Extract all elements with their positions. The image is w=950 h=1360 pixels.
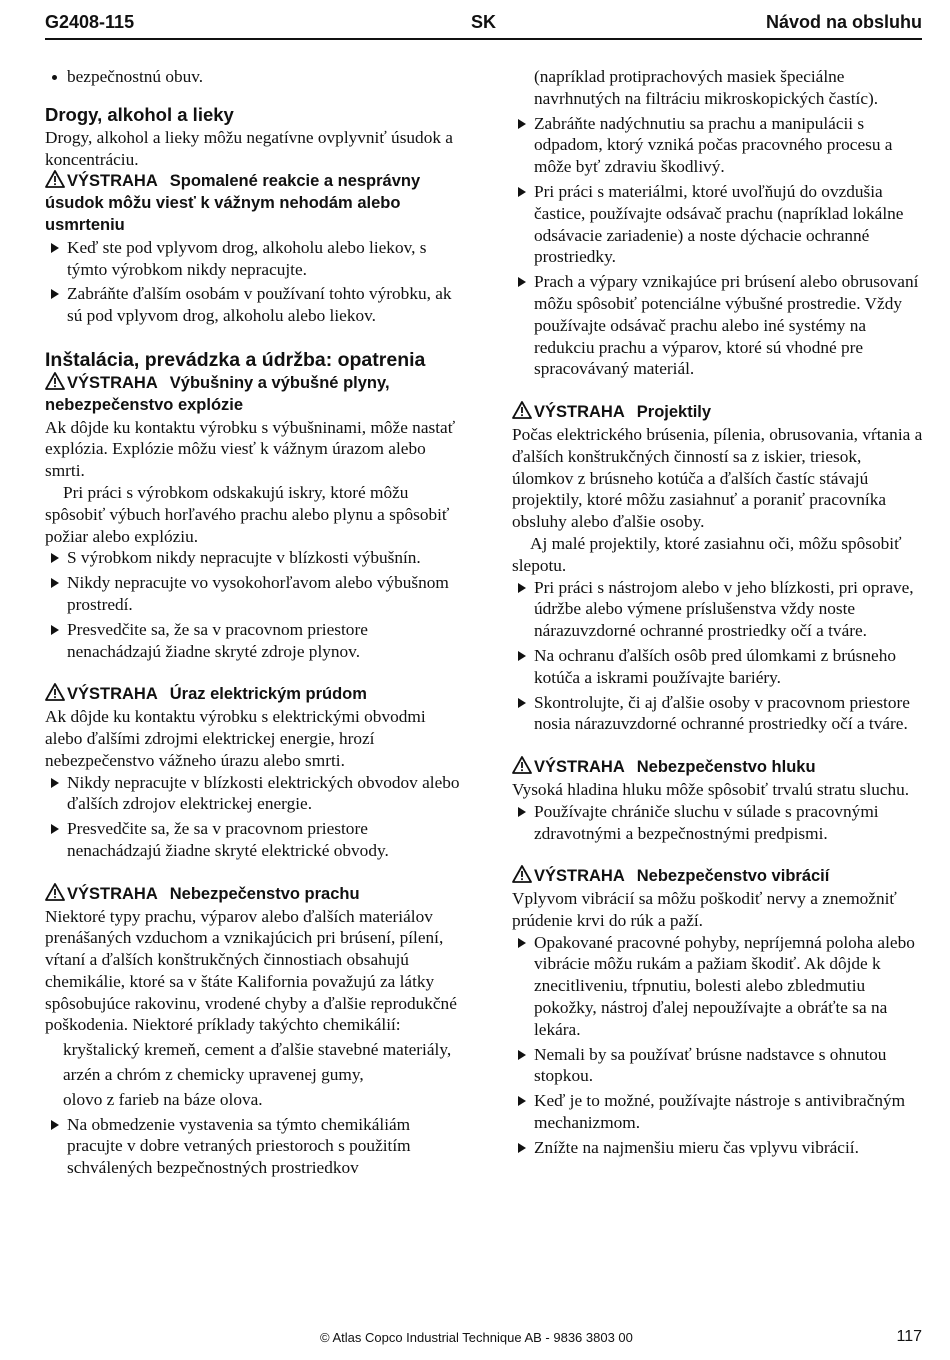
list-item-text: Nikdy nepracujte vo vysokohorľavom alebo výbušnom prostredí. [67,573,449,614]
signal-word: VÝSTRAHA [534,403,625,422]
list-item [45,572,463,616]
list-item-text: Znížte na najmenšiu mieru čas vplyvu vibrácií. [534,1137,859,1157]
warning-heading [45,683,463,706]
list-item [512,932,924,1041]
triangle-bullet-icon [518,119,526,129]
triangle-bullet-icon [518,187,526,197]
warning-heading [512,401,924,424]
list-item-text: Na ochranu ďalších osôb pred úlomkami z brúsneho kotúča a iskrami používajte bariéry. [534,645,896,687]
signal-word: VÝSTRAHA [67,172,158,191]
language-code: SK [470,12,496,32]
list-item-text: Pri práci s nástrojom alebo v jeho blízkosti, pri oprave, údržbe alebo výmene príslušenstva vždy noste nárazuvzdorné ochranné prostriedky očí a tváre. [534,577,914,641]
list [512,801,924,845]
warning-triangle-icon [512,756,532,774]
list-item [512,1090,924,1134]
list [45,66,463,88]
example-item: arzén a chróm z chemicky upravenej gumy, [63,1065,364,1085]
triangle-bullet-icon [51,625,59,635]
warning-text: Nebezpečenstvo hluku [636,758,816,777]
list-item [45,237,463,281]
warning-triangle-icon [45,883,65,901]
list-item [45,818,463,862]
paragraph: Vysoká hladina hluku môže spôsobiť trvalú stratu sluchu. [512,779,910,799]
list-item-text: Zabráňte ďalším osobám v používaní tohto výrobku, ak sú pod vplyvom drog, alkoholu alebo liekov. [67,284,452,326]
triangle-bullet-icon [518,807,526,817]
list-item [512,1137,924,1159]
list-item-text: Používajte chrániče sluchu v súlade s pracovnými zdravotnými a bezpečnostnými predpismi. [534,801,879,843]
list-item [512,271,924,380]
warning-heading [45,883,463,906]
left-column [45,66,463,1182]
list-item [512,181,924,268]
signal-word: VÝSTRAHA [67,373,158,392]
warning-text: Nebezpečenstvo prachu [169,884,360,903]
list-item-text: Prach a výpary vznikajúce pri brúsení alebo obrusovaní môžu spôsobiť potenciálne výbušné prostredie. Vždy používajte odsávač prachu alebo iné systémy na redukciu prachu a výparov, ktoré sú vhodné pre spracovávaný materiál. [534,272,919,379]
example-item: olovo z farieb na báze olova. [63,1089,263,1109]
list [512,932,924,1159]
warning-text: Výbušniny a výbušné plyny, nebezpečenstvo explózie [45,373,390,414]
triangle-bullet-icon [51,553,59,563]
list-item-text: Presvedčite sa, že sa v pracovnom priestore nenachádzajú žiadne skryté elektrické obvody. [67,819,389,860]
list-item [512,801,924,845]
list-item [45,547,463,569]
warning-heading [512,756,924,779]
signal-word: VÝSTRAHA [67,884,158,903]
triangle-bullet-icon [51,243,59,253]
paragraph: Vplyvom vibrácií sa môžu poškodiť nervy a znemožniť prúdenie krvi do rúk a paží. [512,889,897,930]
list-item [45,619,463,663]
copyright-text: © Atlas Copco Industrial Technique AB - 9836 3803 00 [320,1330,633,1345]
page-header [45,8,922,40]
triangle-bullet-icon [51,778,59,788]
bullet-dot-icon [52,75,57,80]
section-heading-installation: Inštalácia, prevádzka a údržba: opatrenia [45,348,426,371]
right-column [512,66,924,1162]
list-item [512,1044,924,1088]
example-item: kryštalický kremeň, cement a ďalšie stavebné materiály, [63,1040,452,1060]
signal-word: VÝSTRAHA [67,685,158,704]
warning-text: Úraz elektrickým prúdom [169,685,367,704]
paragraph: Aj malé projektily, ktoré zasiahnu oči, môžu spôsobiť slepotu. [512,533,902,575]
warning-text: Nebezpečenstvo vibrácií [636,867,830,886]
list-item-text: S výrobkom nikdy nepracujte v blízkosti výbušnín. [67,548,421,568]
section-heading-drugs: Drogy, alkohol a lieky [45,103,234,125]
triangle-bullet-icon [51,1120,59,1130]
doc-type: Návod na obsluhu [765,12,922,32]
list [45,547,463,662]
list-item-text: Opakované pracovné pohyby, nepríjemná poloha alebo vibrácie môžu rukám a pažiam škodiť. Ak dôjde k znecitliveniu, tŕpnutiu, bolesti alebo zbledmutiu pokožky, nástroj ďalej nepoužívajte a obráťte sa na lekára. [534,932,915,1039]
list-item [45,772,463,816]
triangle-bullet-icon [518,1143,526,1153]
list-item-text: bezpečnostnú obuv. [67,67,204,86]
paragraph: Niektoré typy prachu, výparov alebo ďalších materiálov prenášaných vzduchom a vznikajúcich pri brúsení, pílení, vŕtaní a ďalších konštrukčných činnostiach obsahujú chemikálie, ktoré sa v štáte Kalifornia považujú za látky spôsobujúce rakovinu, vrodené chyby a ďalšie reprodukčné poškodenia. Niektoré príklady takýchto chemikálií: [45,906,457,1035]
list-item-text: Skontrolujte, či aj ďalšie osoby v pracovnom priestore nosia nárazuvzdorné ochranné prostriedky očí a tváre. [534,692,910,734]
warning-heading [512,865,924,888]
warning-triangle-icon [45,683,65,701]
list-item-text: Keď je to možné, používajte nástroje s antivibračným mechanizmom. [534,1091,906,1133]
triangle-bullet-icon [51,289,59,299]
warning-triangle-icon [45,372,65,390]
list-item-text: Pri práci s materiálmi, ktoré uvoľňujú do ovzdušia častice, používajte odsávač prachu (napríklad lokálne odsávacie zariadenie) a noste dýchacie ochranné prostriedky. [534,181,904,267]
triangle-bullet-icon [51,824,59,834]
list-item [512,645,924,689]
triangle-bullet-icon [518,1096,526,1106]
list [512,113,924,381]
list-item [45,1114,463,1179]
triangle-bullet-icon [518,651,526,661]
list-item [512,113,924,178]
list-item [512,577,924,642]
list [512,577,924,736]
warning-triangle-icon [512,865,532,883]
list-item [512,692,924,736]
warning-triangle-icon [45,170,65,188]
signal-word: VÝSTRAHA [534,867,625,886]
triangle-bullet-icon [518,938,526,948]
paragraph: Ak dôjde ku kontaktu výrobku s výbušninami, môže nastať explózia. Explózie môžu viesť k vážnym úrazom alebo smrti. [45,417,456,481]
list [45,1114,463,1179]
page-number: 117 [896,1328,922,1345]
warning-text: Projektily [636,403,712,422]
paragraph: Počas elektrického brúsenia, pílenia, obrusovania, vŕtania a ďalších konštrukčných činností sa z iskier, triesok, úlomkov z brúsneho kotúča a ďalších častíc stávajú projektily, ktoré môžu zasiahnuť a poraniť pracovníka obsluhy alebo ďalšie osoby. [512,424,923,532]
triangle-bullet-icon [518,583,526,593]
signal-word: VÝSTRAHA [534,758,625,777]
paragraph: Ak dôjde ku kontaktu výrobku s elektrickými obvodmi alebo ďalšími zdrojmi elektrickej energie, hrozí nebezpečenstvo vážneho úrazu alebo smrti. [45,707,426,770]
warning-heading [45,170,463,236]
triangle-bullet-icon [518,698,526,708]
page-footer [0,1326,922,1348]
list-item [45,66,463,88]
list-item-text: Presvedčite sa, že sa v pracovnom priestore nenachádzajú žiadne skryté zdroje plynov. [67,619,368,661]
list-item-text: Nemali by sa používať brúsne nadstavce s ohnutou stopkou. [534,1044,887,1086]
paragraph: Pri práci s výrobkom odskakujú iskry, ktoré môžu spôsobiť výbuch horľavého prachu alebo plynu a spôsobiť požiar alebo explóziu. [45,482,450,546]
list-item-text: Nikdy nepracujte v blízkosti elektrických obvodov alebo ďalších zdrojov elektrickej energie. [67,772,460,814]
list [45,237,463,327]
triangle-bullet-icon [518,1050,526,1060]
paragraph: Drogy, alkohol a lieky môžu negatívne ovplyvniť úsudok a koncentráciu. [45,127,453,169]
list-item-text: Keď ste pod vplyvom drog, alkoholu alebo liekov, s týmto výrobkom nikdy nepracujte. [67,237,427,279]
triangle-bullet-icon [518,277,526,287]
warning-text: Spomalené reakcie a nesprávny úsudok môžu viesť k vážnym nehodám alebo usmrteniu [45,172,421,234]
list-item-text: Zabráňte nadýchnutiu sa prachu a manipulácii s odpadom, ktorý vzniká počas pracovného procesu a môže byť zdraviu škodlivý. [534,113,893,177]
list [45,772,463,862]
bullet-continuation: (napríklad protiprachových masiek špeciálne navrhnutých na filtráciu mikroskopických častíc). [534,67,879,108]
list-item [45,283,463,327]
warning-triangle-icon [512,401,532,419]
triangle-bullet-icon [51,578,59,588]
list-item-text: Na obmedzenie vystavenia sa týmto chemikáliám pracujte v dobre vetraných priestoroch s použitím schválených bezpečnostných prostriedkov [67,1114,411,1178]
warning-heading [45,372,463,417]
doc-code: G2408-115 [45,12,135,32]
